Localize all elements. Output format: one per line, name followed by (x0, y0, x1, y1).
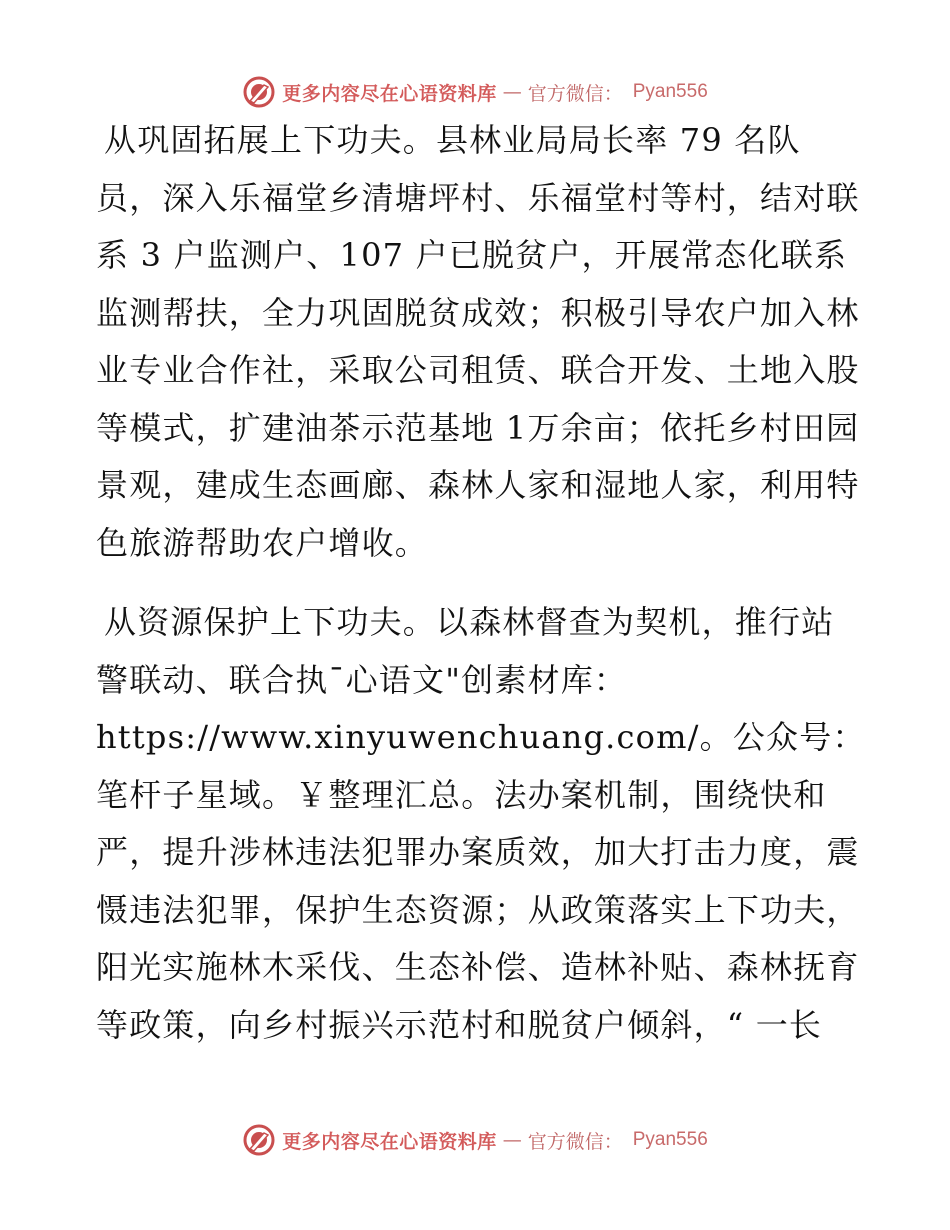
paragraph-resource-protection: 从资源保护上下功夫。以森林督查为契机，推行站警联动、联合执¯心语文"创素材库：https://www.xinyuwenchuang.com/。公众号：笔杆子星域。￥整理汇总。法办案机制，围绕快和严，提升涉林违法犯罪办案质效，加大打击力度，震慑违法犯罪，保护生态资源；从政策落实上下功夫，阳光实施林木采伐、生态补偿、造林补贴、森林抚育等政策，向乡村振兴示范村和脱贫户倾斜，“ 一长 (96, 603, 866, 1044)
header-banner-wechat-id: Pyan556 (632, 81, 708, 102)
pen-logo-icon (242, 1123, 276, 1157)
footer-banner-label: 官方微信： (527, 1130, 623, 1153)
page-footer (0, 1120, 950, 1160)
footer-banner-title: 更多内容尽在心语资料库 (282, 1130, 497, 1153)
header-banner-label: 官方微信： (527, 82, 623, 105)
paragraph-consolidation: 从巩固拓展上下功夫。县林业局局长率 79 名队员，深入乐福堂乡清塘坪村、乐福堂村等村，结对联系 3 户监测户、107 户已脱贫户，开展常态化联系监测帮扶，全力巩固脱贫成效；积极引导农户加入林业专业合作社，采取公司租赁、联合开发、土地入股等模式，扩建油茶示范基地 1万余亩；依托乡村田园景观，建成生态画廊、森林人家和湿地人家，利用特色旅游帮助农户增收。 (96, 121, 860, 562)
document-body (96, 112, 866, 1054)
footer-banner-wechat-id: Pyan556 (632, 1129, 708, 1150)
footer-banner-separator: — (502, 1129, 522, 1151)
page-header (0, 72, 950, 112)
header-banner-separator: — (502, 81, 522, 103)
header-banner-title: 更多内容尽在心语资料库 (282, 82, 497, 105)
pen-logo-icon (242, 75, 276, 109)
